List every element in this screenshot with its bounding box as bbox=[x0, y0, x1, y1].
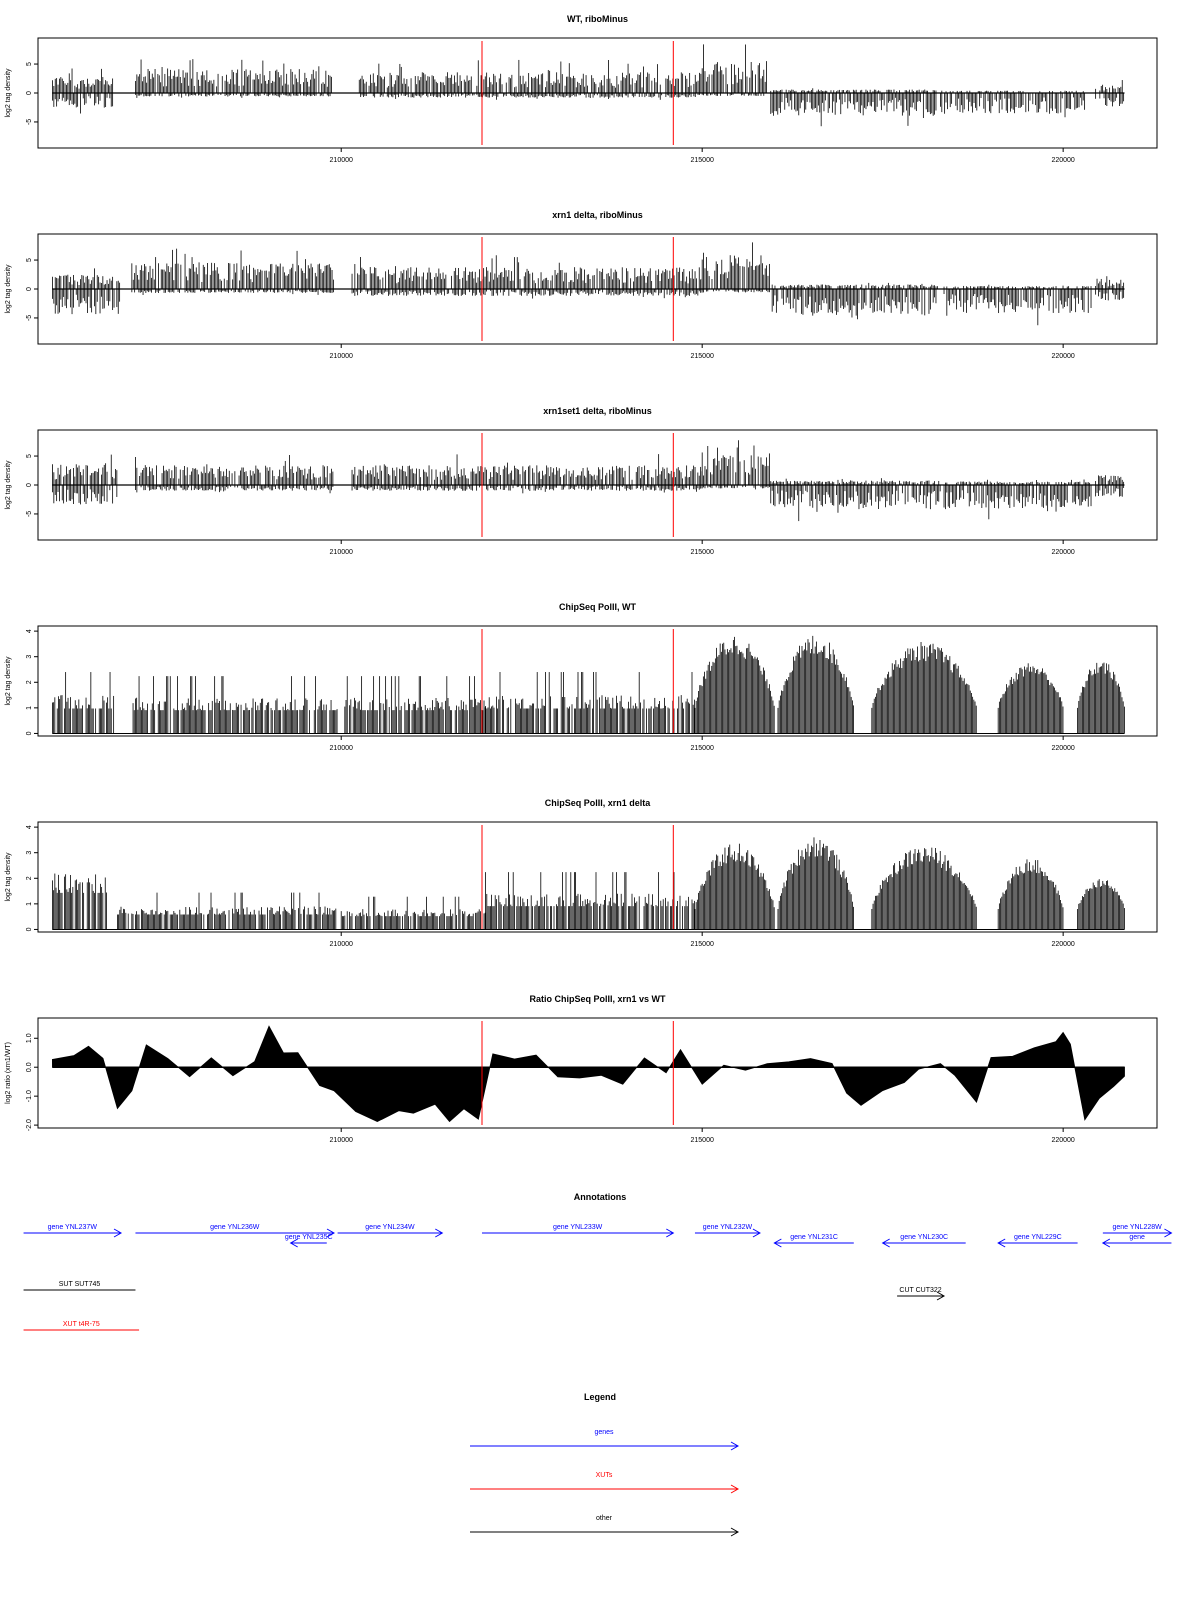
data-layer bbox=[52, 629, 1124, 733]
y-tick-label: 1 bbox=[26, 902, 33, 906]
y-tick-label: -5 bbox=[26, 315, 33, 321]
y-tick-label: 0 bbox=[26, 731, 33, 735]
y-tick-label: 3 bbox=[26, 851, 33, 855]
y-tick-label: 3 bbox=[26, 655, 33, 659]
x-tick-label: 210000 bbox=[330, 941, 353, 948]
chart-panel-3 bbox=[5, 406, 1157, 556]
data-layer bbox=[52, 825, 1124, 929]
data-layer bbox=[52, 433, 1124, 537]
y-axis-label: log2 tag density bbox=[5, 460, 12, 510]
y-tick-label: 5 bbox=[26, 258, 33, 262]
x-tick-label: 220000 bbox=[1051, 941, 1074, 948]
chart-title: ChipSeq PolII, WT bbox=[559, 602, 636, 612]
x-tick-label: 210000 bbox=[330, 157, 353, 164]
x-tick-label: 215000 bbox=[691, 353, 714, 360]
chart-title: xrn1 delta, riboMinus bbox=[552, 210, 643, 220]
chart-title: ChipSeq PolII, xrn1 delta bbox=[545, 798, 652, 808]
y-tick-label: 2 bbox=[26, 680, 33, 684]
chart-title: WT, riboMinus bbox=[567, 14, 628, 24]
y-tick-label: 0 bbox=[26, 483, 33, 487]
chart-panel-5 bbox=[5, 798, 1157, 948]
y-tick-label: 0 bbox=[26, 287, 33, 291]
chart-panel-1 bbox=[5, 14, 1157, 164]
x-tick-label: 220000 bbox=[1051, 745, 1074, 752]
x-tick-label: 215000 bbox=[691, 941, 714, 948]
y-tick-label: 0 bbox=[26, 927, 33, 931]
y-axis-label: log2 tag density bbox=[5, 264, 12, 314]
y-tick-label: -5 bbox=[26, 119, 33, 125]
y-axis-label: log2 tag density bbox=[5, 656, 12, 706]
x-tick-label: 210000 bbox=[330, 353, 353, 360]
y-tick-label: 5 bbox=[26, 454, 33, 458]
x-tick-label: 215000 bbox=[691, 745, 714, 752]
x-tick-label: 215000 bbox=[691, 549, 714, 556]
data-layer bbox=[52, 237, 1124, 341]
y-tick-label: 4 bbox=[26, 629, 33, 633]
y-tick-label: 0 bbox=[26, 91, 33, 95]
x-tick-label: 220000 bbox=[1051, 353, 1074, 360]
data-layer bbox=[52, 41, 1124, 145]
y-axis-label: log2 tag density bbox=[5, 68, 12, 118]
chart-title: xrn1set1 delta, riboMinus bbox=[543, 406, 652, 416]
chart-panel-4 bbox=[5, 602, 1157, 752]
x-tick-label: 220000 bbox=[1051, 157, 1074, 164]
y-tick-label: -5 bbox=[26, 511, 33, 517]
y-tick-label: 1 bbox=[26, 706, 33, 710]
chart-panel-2 bbox=[5, 210, 1157, 360]
x-tick-label: 210000 bbox=[330, 745, 353, 752]
x-tick-label: 220000 bbox=[1051, 549, 1074, 556]
y-axis-label: log2 tag density bbox=[5, 852, 12, 902]
y-tick-label: 5 bbox=[26, 62, 33, 66]
y-tick-label: 2 bbox=[26, 876, 33, 880]
y-tick-label: 4 bbox=[26, 825, 33, 829]
x-tick-label: 210000 bbox=[330, 549, 353, 556]
x-tick-label: 215000 bbox=[691, 157, 714, 164]
